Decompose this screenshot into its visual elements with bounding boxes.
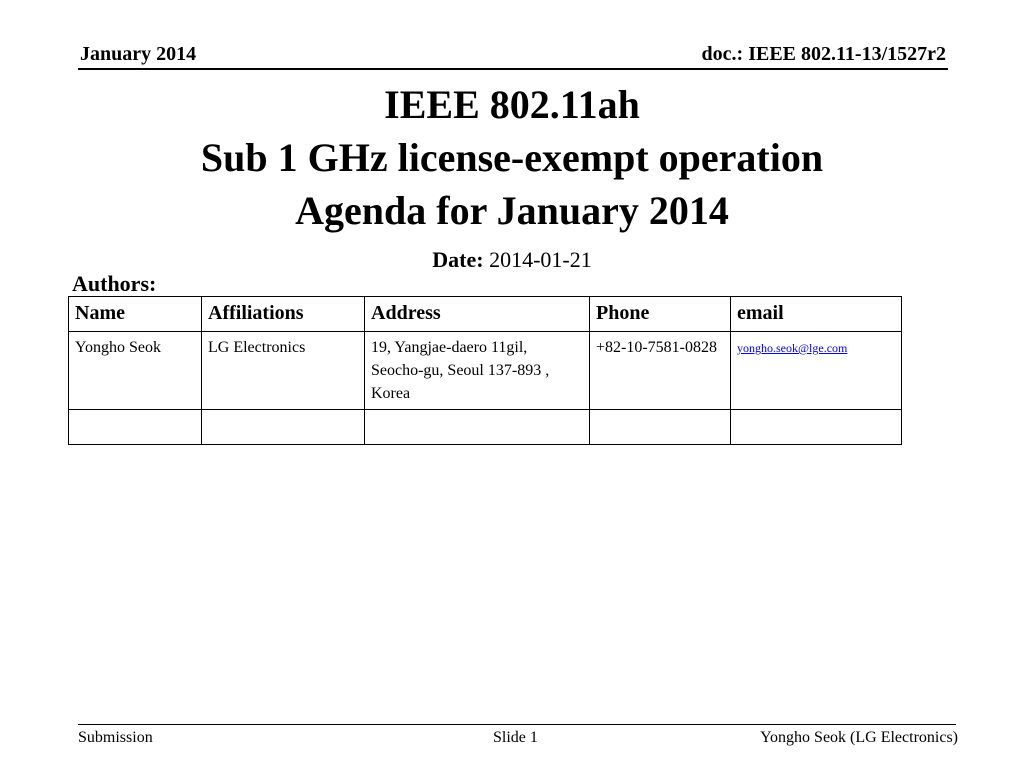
empty-cell — [590, 410, 731, 445]
empty-cell — [69, 410, 202, 445]
slide-title — [0, 78, 1024, 237]
authors-table — [68, 296, 902, 445]
date-label: Date: — [432, 247, 484, 272]
table-row — [69, 332, 902, 410]
empty-cell — [365, 410, 590, 445]
footer-divider — [78, 724, 956, 725]
column-header-address: Address — [365, 297, 590, 332]
header-date: January 2014 — [80, 43, 197, 65]
author-affiliation: LG Electronics — [202, 332, 365, 410]
column-header-name: Name — [69, 297, 202, 332]
author-email-link[interactable]: yongho.seok@lge.com — [737, 341, 848, 355]
table-row-empty — [69, 410, 902, 445]
footer-author: Yongho Seok (LG Electronics) — [760, 729, 958, 746]
authors-label: Authors: — [72, 271, 157, 296]
author-address: 19, Yangjae-daero 11gil, Seocho-gu, Seoul 137-893 , Korea — [365, 332, 590, 410]
footer-slide-number: Slide 1 — [493, 729, 538, 746]
column-header-email: email — [731, 297, 902, 332]
title-line-2: Sub 1 GHz license-exempt operation — [200, 135, 824, 180]
empty-cell — [731, 410, 902, 445]
title-line-1: IEEE 802.11ah — [384, 82, 640, 127]
author-email-cell — [731, 332, 902, 410]
header-doc-id: doc.: IEEE 802.11-13/1527r2 — [701, 43, 946, 65]
footer-submission: Submission — [78, 729, 153, 746]
header-divider — [78, 68, 948, 70]
empty-cell — [202, 410, 365, 445]
title-line-3: Agenda for January 2014 — [295, 188, 729, 233]
date-value: 2014-01-21 — [489, 247, 592, 272]
column-header-affiliations: Affiliations — [202, 297, 365, 332]
column-header-phone: Phone — [590, 297, 731, 332]
author-phone: +82-10-7581-0828 — [590, 332, 731, 410]
table-header-row — [69, 297, 902, 332]
author-name: Yongho Seok — [69, 332, 202, 410]
